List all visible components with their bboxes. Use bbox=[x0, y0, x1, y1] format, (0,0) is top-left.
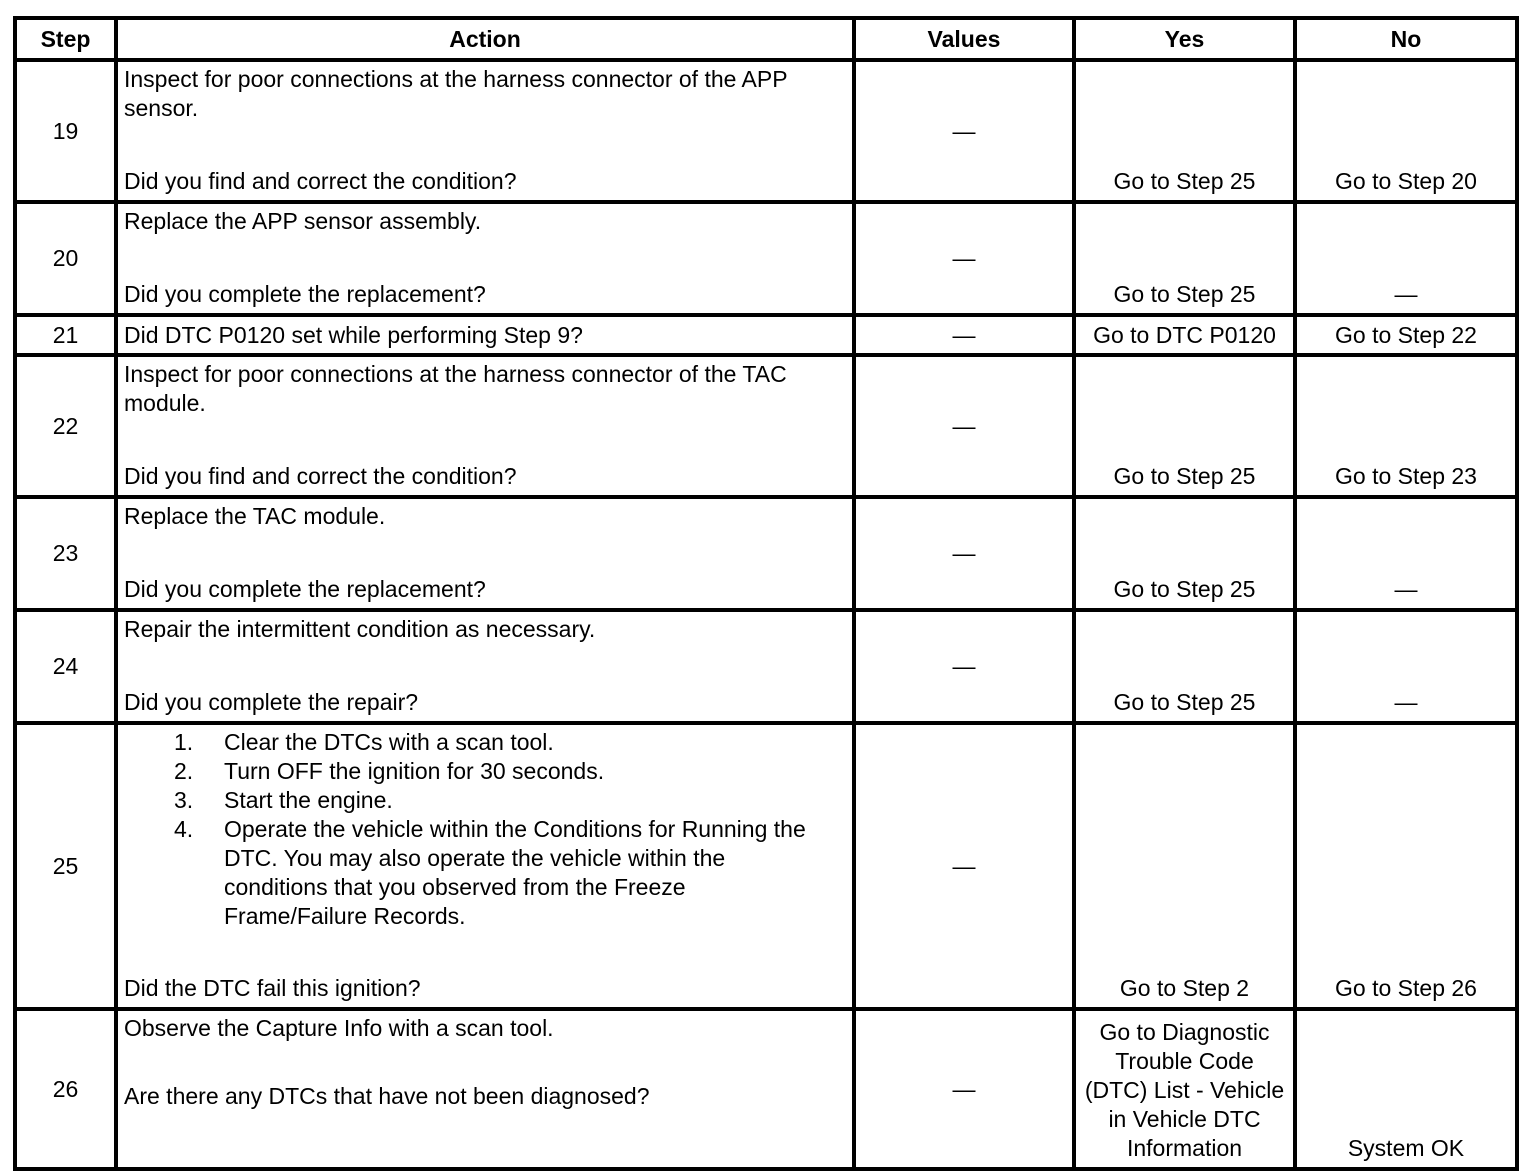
list-item-number: 1. bbox=[174, 729, 194, 755]
table-row bbox=[15, 723, 1517, 1009]
step-number: 26 bbox=[15, 1009, 116, 1169]
values-cell: — bbox=[854, 315, 1074, 355]
action-cell bbox=[116, 723, 854, 1009]
no-cell: Go to Step 22 bbox=[1295, 315, 1517, 355]
action-question: Did you find and correct the condition? bbox=[124, 168, 517, 194]
action-steps-list bbox=[124, 728, 846, 931]
list-item-number: 2. bbox=[174, 758, 194, 784]
action-cell bbox=[116, 355, 854, 497]
step-number: 24 bbox=[15, 610, 116, 723]
table-row bbox=[15, 610, 1517, 723]
no-cell: Go to Step 20 bbox=[1295, 60, 1517, 202]
list-item-text: Operate the vehicle within the Conditions for Running the DTC. You may also operate the vehicle within the conditions that you observed from the Freeze Frame/Failure Records. bbox=[224, 816, 806, 929]
values-cell: — bbox=[854, 1009, 1074, 1169]
step-number: 20 bbox=[15, 202, 116, 315]
header-row bbox=[15, 18, 1517, 60]
yes-cell: Go to Step 25 bbox=[1074, 497, 1295, 610]
action-question: Did the DTC fail this ignition? bbox=[124, 975, 421, 1001]
yes-cell: Go to Step 25 bbox=[1074, 202, 1295, 315]
table-row bbox=[15, 355, 1517, 497]
table-row bbox=[15, 1009, 1517, 1169]
action-question: Are there any DTCs that have not been diagnosed? bbox=[124, 1083, 650, 1109]
table-row bbox=[15, 315, 1517, 355]
step-number: 22 bbox=[15, 355, 116, 497]
list-item-text: Clear the DTCs with a scan tool. bbox=[224, 729, 554, 755]
yes-cell: Go to Step 2 bbox=[1074, 723, 1295, 1009]
diagnostic-table bbox=[13, 16, 1519, 1171]
no-cell: Go to Step 26 bbox=[1295, 723, 1517, 1009]
action-question: Did you complete the replacement? bbox=[124, 576, 486, 602]
values-cell: — bbox=[854, 355, 1074, 497]
values-cell: — bbox=[854, 723, 1074, 1009]
yes-cell: Go to Step 25 bbox=[1074, 355, 1295, 497]
action-question: Did you complete the repair? bbox=[124, 689, 419, 715]
values-cell: — bbox=[854, 497, 1074, 610]
action-text: Replace the APP sensor assembly. bbox=[124, 208, 482, 234]
no-cell: — bbox=[1295, 497, 1517, 610]
step-number: 25 bbox=[15, 723, 116, 1009]
no-cell: System OK bbox=[1295, 1009, 1517, 1169]
action-question: Did you find and correct the condition? bbox=[124, 463, 517, 489]
list-item bbox=[124, 728, 846, 757]
action-cell bbox=[116, 315, 854, 355]
no-cell: Go to Step 23 bbox=[1295, 355, 1517, 497]
list-item-text: Turn OFF the ignition for 30 seconds. bbox=[224, 758, 605, 784]
action-question: Did DTC P0120 set while performing Step 9? bbox=[124, 321, 583, 348]
values-cell: — bbox=[854, 60, 1074, 202]
values-cell: — bbox=[854, 202, 1074, 315]
header-action: Action bbox=[116, 18, 854, 60]
list-item bbox=[124, 786, 846, 815]
list-item bbox=[124, 757, 846, 786]
header-yes: Yes bbox=[1074, 18, 1295, 60]
header-step: Step bbox=[15, 18, 116, 60]
step-number: 23 bbox=[15, 497, 116, 610]
action-text: Replace the TAC module. bbox=[124, 503, 386, 529]
yes-cell: Go to Step 25 bbox=[1074, 60, 1295, 202]
list-item-text: Start the engine. bbox=[224, 787, 393, 813]
no-cell: — bbox=[1295, 202, 1517, 315]
action-cell bbox=[116, 60, 854, 202]
list-item bbox=[124, 815, 846, 931]
list-item-number: 4. bbox=[174, 816, 194, 842]
action-question: Did you complete the replacement? bbox=[124, 281, 486, 307]
yes-cell: Go to DTC P0120 bbox=[1074, 315, 1295, 355]
yes-cell: Go to Diagnostic Trouble Code (DTC) List - Vehicle in Vehicle DTC Information bbox=[1074, 1009, 1295, 1169]
action-cell bbox=[116, 610, 854, 723]
no-cell: — bbox=[1295, 610, 1517, 723]
list-item-number: 3. bbox=[174, 787, 194, 813]
header-values: Values bbox=[854, 18, 1074, 60]
values-cell: — bbox=[854, 610, 1074, 723]
table-row bbox=[15, 497, 1517, 610]
table-row bbox=[15, 202, 1517, 315]
action-cell bbox=[116, 202, 854, 315]
action-text: Inspect for poor connections at the harness connector of the APP sensor. bbox=[124, 66, 788, 121]
table-row bbox=[15, 60, 1517, 202]
action-cell bbox=[116, 497, 854, 610]
action-text: Repair the intermittent condition as necessary. bbox=[124, 616, 596, 642]
step-number: 19 bbox=[15, 60, 116, 202]
action-cell bbox=[116, 1009, 854, 1169]
action-text: Inspect for poor connections at the harness connector of the TAC module. bbox=[124, 361, 787, 416]
header-no: No bbox=[1295, 18, 1517, 60]
yes-cell: Go to Step 25 bbox=[1074, 610, 1295, 723]
step-number: 21 bbox=[15, 315, 116, 355]
action-text: Observe the Capture Info with a scan tool. bbox=[124, 1015, 554, 1041]
